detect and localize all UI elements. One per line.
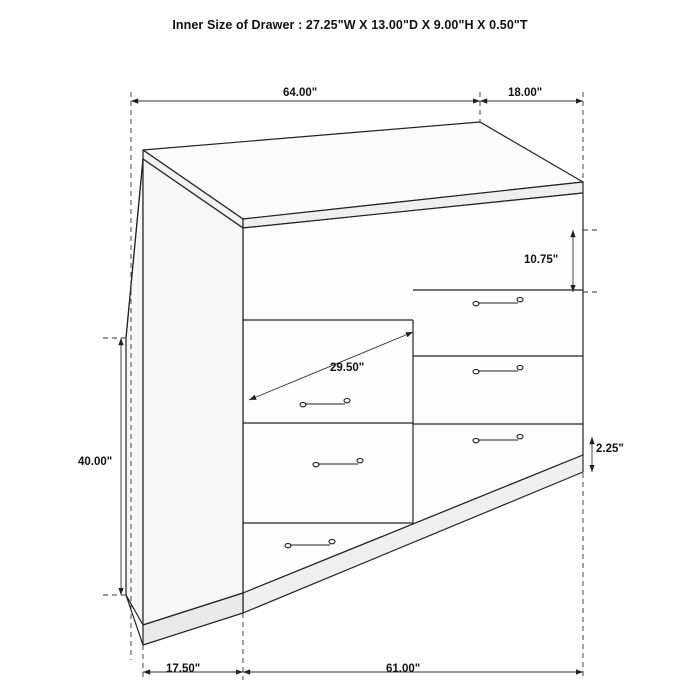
dresser-body [126, 122, 583, 645]
dim-label-drawer-front-height: 10.75" [524, 254, 559, 266]
dim-label-diagonal-drawer-width: 29.50" [330, 362, 365, 374]
dim-label-base-plinth-height: 2.25" [596, 443, 624, 455]
dim-label-front-base-width: 61.00" [386, 663, 421, 675]
left-side-face [126, 159, 143, 625]
dim-label-overall-height: 40.00" [78, 456, 113, 468]
page-title: Inner Size of Drawer : 27.25"W X 13.00"D X 9.00"H X 0.50"T [172, 18, 528, 32]
dim-label-side-base-depth: 17.50" [166, 663, 201, 675]
left-front-return [143, 159, 243, 625]
dim-label-top-depth: 18.00" [508, 87, 543, 99]
dim-label-top-width: 64.00" [283, 87, 318, 99]
